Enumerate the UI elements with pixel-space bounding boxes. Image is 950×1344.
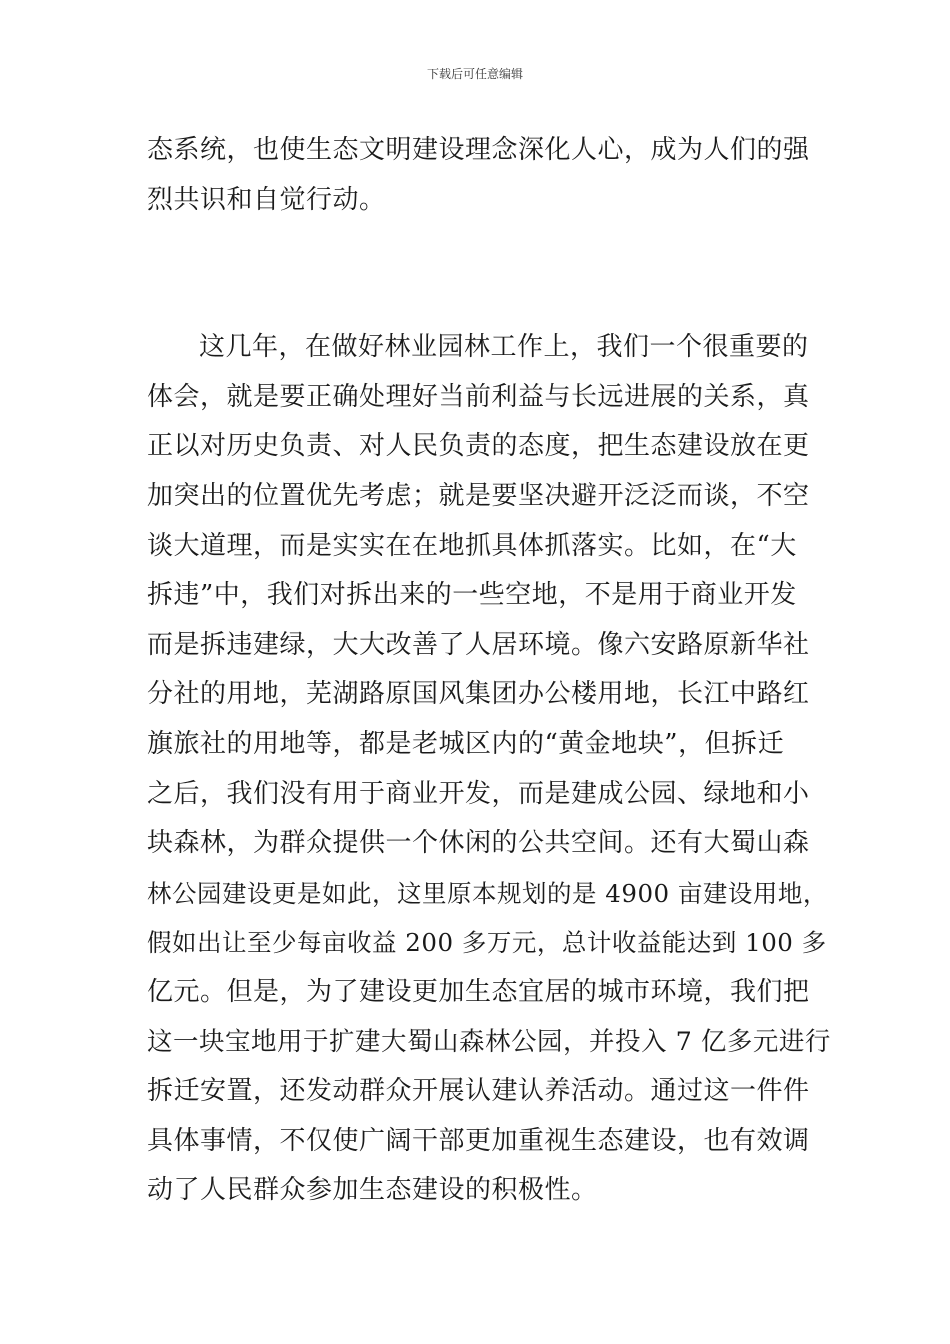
paragraph-line: 而是拆违建绿，大大改善了人居环境。像六安路原新华社 (147, 629, 810, 660)
paragraph-line: 拆违”中，我们对拆出来的一些空地，不是用于商业开发 (147, 580, 797, 611)
paragraph-line: 林公园建设更是如此，这里原本规划的是 4900 亩建设用地， (147, 878, 828, 908)
paragraph-line: 这一块宝地用于扩建大蜀山森林公园，并投入 7 亿多元进行 (147, 1026, 831, 1057)
paragraph-line: 拆迁安置，还发动群众开展认建认养活动。通过这一件件 (147, 1076, 810, 1107)
document-body (147, 126, 831, 1216)
paragraph-line: 动了人民群众参加生态建设的积极性。 (147, 1175, 598, 1206)
paragraph-line: 加突出的位置优先考虑；就是要坚决避开泛泛而谈，不空 (147, 480, 810, 511)
paragraph-1 (147, 126, 827, 225)
paragraph-line: 体会，就是要正确处理好当前利益与长远进展的关系，真 (147, 381, 810, 412)
paragraph-line: 具体事情，不仅使广阔干部更加重视生态建设，也有效调 (147, 1125, 810, 1156)
paragraph-spacer (147, 225, 827, 323)
paragraph-line: 态系统，也使生态文明建设理念深化人心，成为人们的强 (147, 135, 810, 165)
paragraph-2 (147, 323, 831, 1216)
paragraph-line: 烈共识和自觉行动。 (147, 184, 386, 215)
paragraph-line: 谈大道理，而是实实在在地抓具体抓落实。比如，在“大 (147, 530, 797, 561)
paragraph-line: 分社的用地，芜湖路原国风集团办公楼用地，长江中路红 (147, 679, 810, 710)
paragraph-line: 正以对历史负责、对人民负责的态度，把生态建设放在更 (147, 431, 810, 462)
paragraph-line: 亿元。但是，为了建设更加生态宜居的城市环境，我们把 (147, 976, 810, 1007)
paragraph-line: 之后，我们没有用于商业开发，而是建成公园、绿地和小 (147, 778, 810, 809)
paragraph-line: 这几年，在做好林业园林工作上，我们一个很重要的 (199, 332, 809, 363)
page-header-note: 下载后可任意编辑 (426, 67, 523, 81)
paragraph-line: 块森林，为群众提供一个休闲的公共空间。还有大蜀山森 (147, 828, 810, 859)
paragraph-line: 旗旅社的用地等，都是老城区内的“黄金地块”，但拆迁 (147, 728, 785, 759)
paragraph-line: 假如出让至少每亩收益 200 多万元，总计收益能达到 100 多 (147, 928, 827, 958)
